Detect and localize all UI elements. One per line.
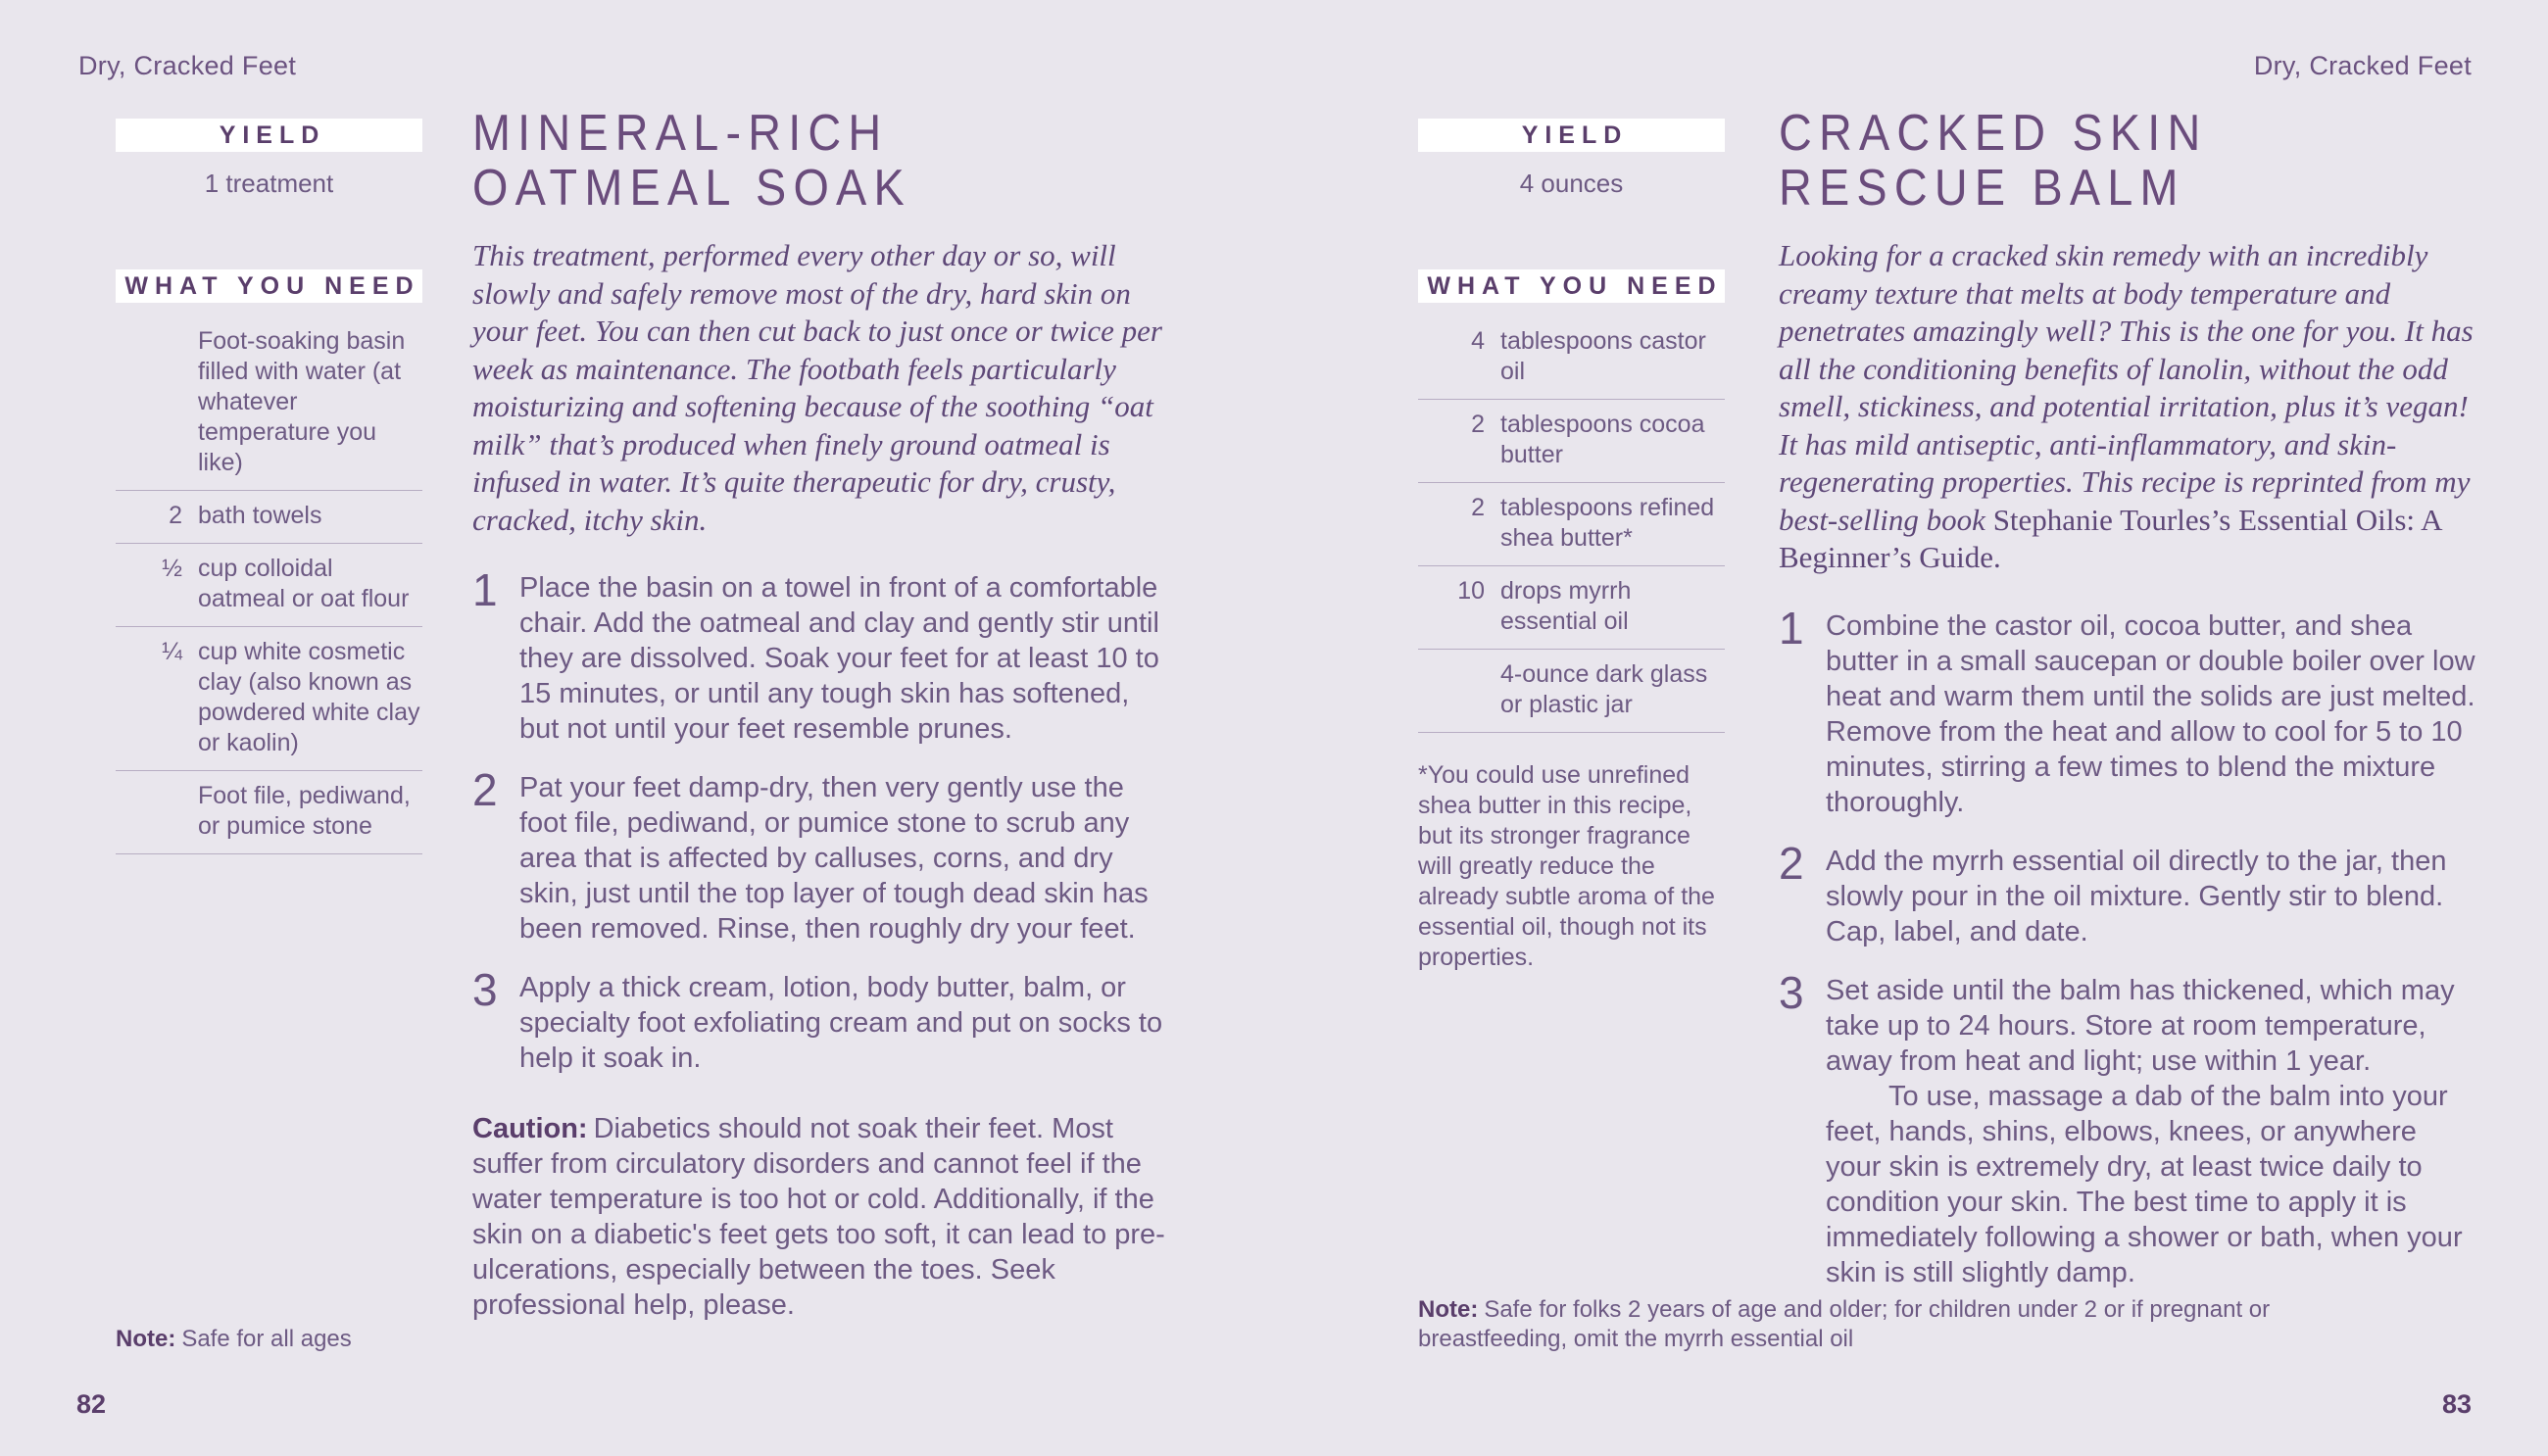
title-line: RESCUE BALM	[1779, 160, 2185, 217]
ingredient-row	[116, 544, 422, 627]
what-you-need-label: WHAT YOU NEED	[124, 271, 420, 300]
ingredient-row	[1418, 566, 1725, 650]
ingredient-qty: 10	[1457, 577, 1485, 605]
step-text-continued: To use, massage a dab of the balm into your feet, hands, shins, elbows, knees, or anywhere your skin is extremely dry, at least twice daily to condition your skin. The best time to apply it is immediately following a shower or bath, when your skin is still slightly damp.	[1826, 1080, 2463, 1288]
yield-label-box	[1418, 119, 1725, 152]
ingredient-qty	[1418, 659, 1485, 720]
ingredient-text: tablespoons refined shea butter*	[1500, 494, 1715, 552]
title-line: MINERAL-RICH	[472, 105, 889, 162]
ingredient-qty: ¼	[162, 638, 182, 665]
what-you-need-box	[116, 269, 422, 303]
running-head: Dry, Cracked Feet	[2253, 51, 2472, 80]
running-head: Dry, Cracked Feet	[78, 51, 297, 80]
note-text: Safe for folks 2 years of age and older; for children under 2 or if pregnant or breastfeeding, omit the myrrh essential oil	[1418, 1296, 2271, 1352]
note-text: Safe for all ages	[181, 1326, 352, 1352]
ingredient-list	[116, 316, 422, 854]
note-label: Note:	[116, 1326, 176, 1352]
intro-italic: Looking for a cracked skin remedy with an incredibly creamy texture that melts at body temperature and penetrates amazingly well? This is the one for you. It has all the conditioning benefits of lanolin, without the odd smell, stickiness, and potential irritation, plus it’s vegan! It has mild antiseptic, anti-inflammatory, and skin-regenerating properties. This recipe is reprinted from my best-selling book	[1779, 238, 2474, 537]
step	[1779, 602, 2478, 820]
step-text: Set aside until the balm has thickened, which may take up to 24 hours. Store at room temperature, away from heat and light; use within 1 year.	[1826, 974, 2455, 1077]
ingredient-row	[1418, 316, 1725, 400]
safety-note	[116, 1325, 802, 1354]
yield-value: 1 treatment	[204, 169, 334, 198]
step-text: Place the basin on a towel in front of a comfortable chair. Add the oatmeal and clay and gently stir until they are dissolved. Soak your feet for at least 10 to 15 minutes, or until any tough skin has softened, but not until your feet resemble prunes.	[519, 572, 1159, 745]
ingredient-qty	[116, 781, 182, 842]
step-body	[519, 970, 1172, 1076]
step	[1779, 966, 2478, 1290]
yield-label-box	[116, 119, 422, 152]
ingredient-row	[1418, 400, 1725, 483]
step-body	[519, 770, 1172, 946]
step-text: Pat your feet damp-dry, then very gently use the foot file, pediwand, or pumice stone to scrub any area that is affected by calluses, corns, and dry skin, just until the top layer of tough dead skin has been removed. Rinse, then roughly dry your feet.	[519, 772, 1149, 945]
caution-text: Diabetics should not soak their feet. Most suffer from circulatory disorders and cannot feel if the water temperature is too hot or cold. Additionally, if the skin on a diabetic's feet gets too soft, it can lead to pre-ulcerations, especially between the toes. Seek professional help, please.	[472, 1113, 1165, 1321]
step-number: 3	[472, 964, 498, 1015]
ingredient-row	[1418, 650, 1725, 733]
ingredient-qty: 4	[1471, 327, 1485, 355]
ingredient-qty: 2	[1471, 494, 1485, 521]
ingredient-row	[116, 627, 422, 771]
yield-label: YIELD	[1521, 121, 1629, 149]
ingredient-row	[116, 491, 422, 544]
step-number: 2	[1779, 837, 1804, 889]
ingredient-row	[116, 771, 422, 854]
step-body	[1826, 608, 2478, 820]
title-line: CRACKED SKIN	[1779, 105, 2208, 162]
ingredient-qty	[116, 326, 182, 478]
ingredient-qty: ½	[162, 555, 182, 582]
title-line: OATMEAL SOAK	[472, 160, 911, 217]
page-number: 82	[76, 1389, 107, 1419]
caution-label: Caution:	[472, 1113, 588, 1144]
shea-butter-footnote: *You could use unrefined shea butter in this recipe, but its stronger fragrance will greatly reduce the already subtle aroma of the essential oil, though not its properties.	[1418, 761, 1715, 971]
step-text: Apply a thick cream, lotion, body butter, balm, or specialty foot exfoliating cream and put on socks to help it soak in.	[519, 972, 1163, 1074]
step-body	[1826, 844, 2478, 949]
recipe-intro	[472, 237, 1172, 539]
ingredient-text: 4-ounce dark glass or plastic jar	[1500, 660, 1708, 718]
step	[472, 764, 1172, 946]
step-list	[472, 564, 1172, 1076]
page-number: 83	[2441, 1389, 2472, 1419]
intro-italic: This treatment, performed every other day or so, will slowly and safely remove most of the dry, hard skin on your feet. You can then cut back to just once or twice per week as maintenance. The footbath feels particularly moisturizing and softening because of the soothing “oat milk” that’s produced when finely ground oatmeal is infused in water. It’s quite therapeutic for dry, crusty, cracked, itchy skin.	[472, 238, 1162, 537]
sidebar-right	[1418, 119, 1725, 973]
ingredient-text: Foot file, pediwand, or pumice stone	[198, 782, 411, 840]
ingredient-text: drops myrrh essential oil	[1500, 577, 1632, 635]
caution-paragraph	[472, 1111, 1172, 1323]
step-number: 1	[1779, 602, 1804, 654]
ingredient-text: tablespoons cocoa butter	[1500, 411, 1705, 468]
step-number: 1	[472, 564, 498, 615]
recipe-intro	[1779, 237, 2478, 577]
ingredient-list	[1418, 316, 1725, 733]
ingredient-text: cup white cosmetic clay (also known as powdered white clay or kaolin)	[198, 638, 420, 756]
safety-note	[1418, 1295, 2359, 1354]
step-number: 3	[1779, 966, 1804, 1018]
ingredient-text: Foot-soaking basin filled with water (at whatever temperature you like)	[198, 327, 406, 476]
step-body	[1826, 973, 2478, 1290]
step	[472, 564, 1172, 747]
ingredient-text: bath towels	[198, 502, 322, 529]
ingredient-qty: 2	[169, 502, 182, 529]
sidebar-left	[116, 119, 422, 854]
step	[1779, 837, 2478, 949]
what-you-need-label: WHAT YOU NEED	[1427, 271, 1723, 300]
recipe-title	[472, 106, 1102, 216]
step	[472, 964, 1172, 1076]
what-you-need-box	[1418, 269, 1725, 303]
ingredient-text: tablespoons castor oil	[1500, 327, 1706, 385]
ingredient-qty: 2	[1471, 411, 1485, 438]
step-body	[519, 570, 1172, 747]
yield-label: YIELD	[219, 121, 326, 149]
recipe-main-right	[1779, 106, 2478, 1314]
yield-value: 4 ounces	[1519, 169, 1624, 198]
page-right	[1274, 0, 2548, 1456]
recipe-main-left	[472, 106, 1172, 1323]
step-list	[1779, 602, 2478, 1290]
ingredient-text: cup colloidal oatmeal or oat flour	[198, 555, 410, 612]
step-text: Combine the castor oil, cocoa butter, and shea butter in a small saucepan or double boiler over low heat and warm them until the solids are just melted. Remove from the heat and allow to cool for 5 to 10 minutes, stirring a few times to blend the mixture thoroughly.	[1826, 609, 2475, 818]
recipe-title	[1779, 106, 2409, 216]
ingredient-row	[1418, 483, 1725, 566]
note-label: Note:	[1418, 1296, 1479, 1323]
step-number: 2	[472, 764, 498, 815]
step-text: Add the myrrh essential oil directly to the jar, then slowly pour in the oil mixture. Gently stir to blend. Cap, label, and date.	[1826, 845, 2447, 947]
ingredient-row	[116, 316, 422, 491]
intro-roman-book-title: Stephanie Tourles’s Essential Oils: A Beginner’s Guide.	[1779, 502, 2441, 574]
